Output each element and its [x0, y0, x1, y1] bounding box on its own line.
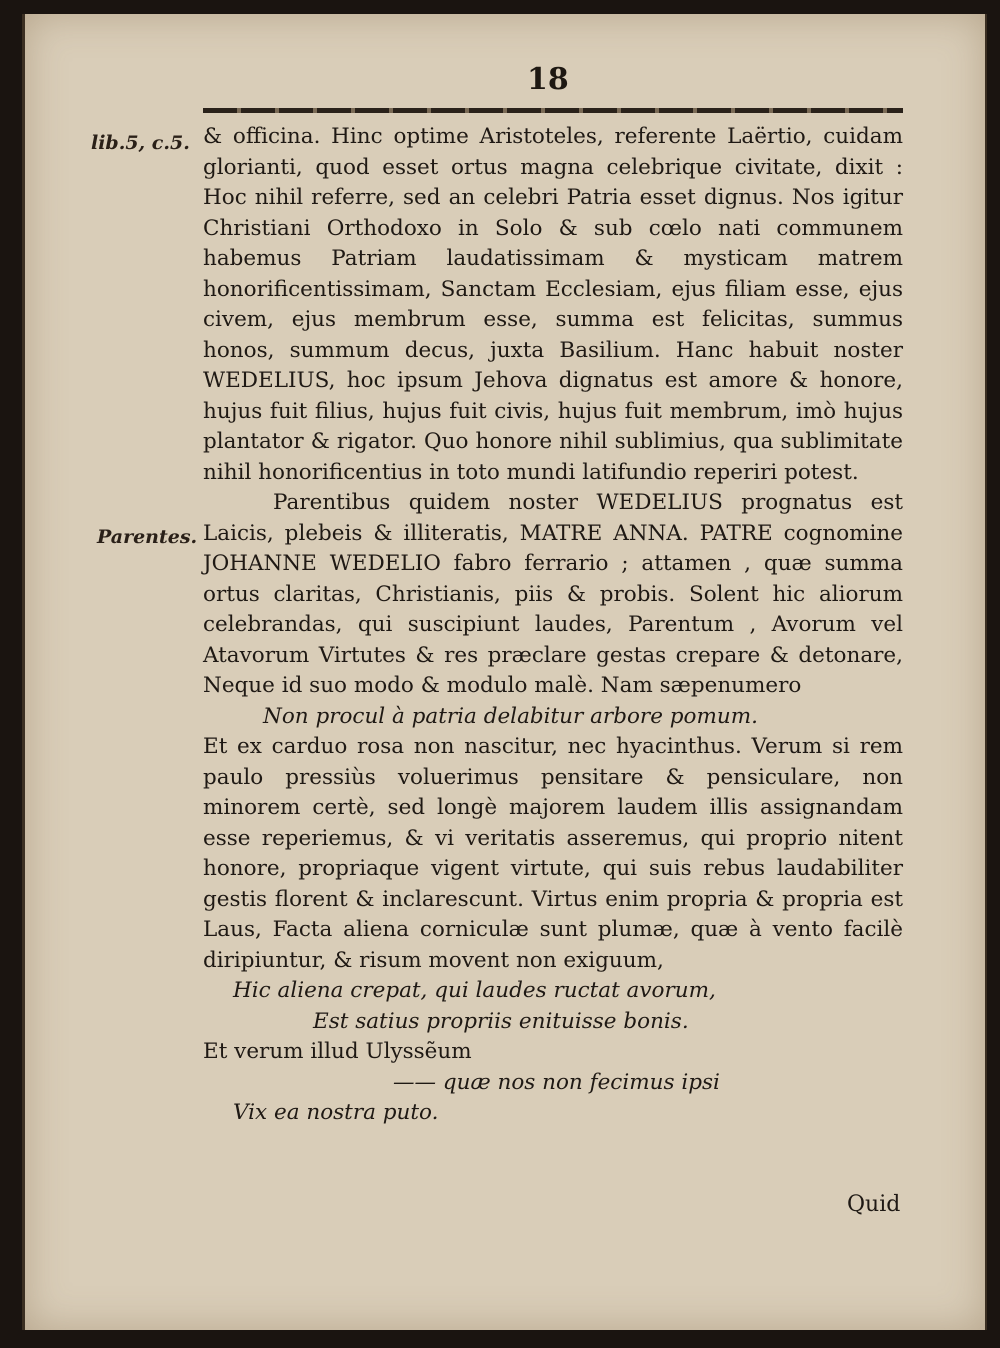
catchword: Quid [847, 1192, 901, 1217]
page-number: 18 [527, 62, 569, 97]
book-page [22, 14, 987, 1330]
verse-line-4: Vix ea nostra puto. [233, 1100, 439, 1125]
paragraph-2: Parentibus quidem noster WEDELIUS prognatus est Laicis, plebeis & illiteratis, MATRE ANNA. PATRE cognomine JOHANNE WEDELIO fabro ferrario ; attamen , quæ summa ortus claritas, Christianis, piis & probis. Solent hic aliorum celebrandas, qui suscipiunt laudes, Parentum , Avorum vel Atavorum Virtutes & res præclare gestas crepare & detonare, Neque id suo modo & modulo malè. Nam sæpenumero [203, 490, 903, 698]
margin-note-reference: lib.5, c.5. [91, 132, 190, 154]
verse-line-2: Est satius propriis enituisse bonis. [313, 1008, 689, 1034]
verse-line-1: Hic aliena crepat, qui laudes ructat avorum, [233, 978, 716, 1003]
header-rule [203, 108, 903, 113]
proverb-line: Non procul à patria delabitur arbore pomum. [263, 703, 758, 729]
body-text [203, 122, 903, 1129]
paragraph-3: Et ex carduo rosa non nascitur, nec hyacinthus. Verum si rem paulo pressiùs voluerimus pensitare & pensiculare, non minorem certè, sed longè majorem laudem illis assignandam esse reperiemus, & vi veritatis asseremus, qui proprio nitent honore, propriaque vigent virtute, qui suis rebus laudabiliter gestis florent & inclarescunt. Virtus enim propria & propria est Laus, Facta aliena corniculæ sunt plumæ, quæ à vento facilè diripiuntur, & risum movent non exiguum, [203, 734, 903, 973]
margin-note-parents: Parentes. [97, 526, 198, 548]
verse-line-3: —— quæ nos non fecimus ipsi [393, 1069, 720, 1095]
paragraph-1: & officina. Hinc optime Aristoteles, referente Laërtio, cuidam glorianti, quod esset ortus magna celebrique civitate, dixit : Hoc nihil referre, sed an celebri Patria esset dignus. Nos igitur Christiani Orthodoxo in Solo & sub cœlo nati communem habemus Patriam laudatissimam & mysticam matrem honorificentissimam, Sanctam Ecclesiam, ejus filiam esse, ejus civem, ejus membrum esse, summa est felicitas, summus honos, summum decus, juxta Basilium. Hanc habuit noster WEDELIUS, hoc ipsum Jehova dignatus est amore & honore, hujus fuit filius, hujus fuit civis, hujus fuit membrum, imò hujus plantator & rigator. Quo honore nihil sublimius, qua sublimitate nihil honorificentius in toto mundi latifundio reperiri potest. [203, 124, 903, 485]
quote-intro: Et verum illud Ulyssẽum [203, 1039, 472, 1064]
